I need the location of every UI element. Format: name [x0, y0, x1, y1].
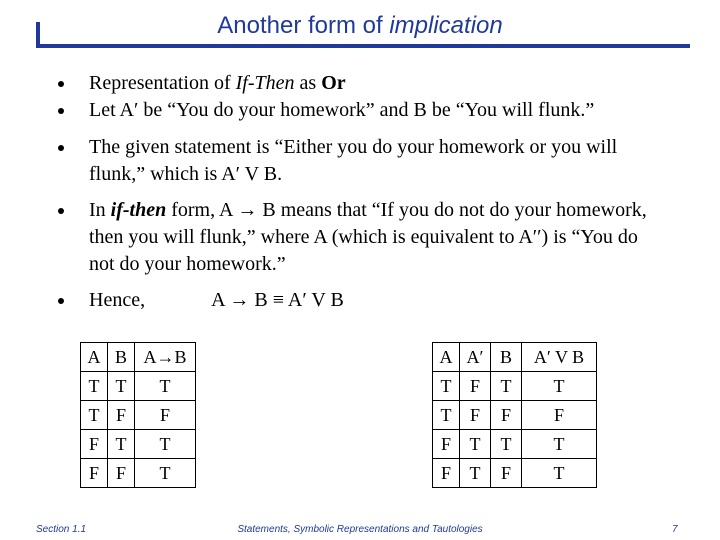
table-header-row [81, 343, 196, 372]
hence-label: Hence, [89, 289, 146, 311]
table-cell: T [108, 372, 135, 401]
footer-section: Section 1.1 [36, 524, 87, 535]
table-cell: F [433, 430, 460, 459]
bullet-let-definitions [58, 97, 698, 124]
bullet-text [89, 134, 659, 188]
table-header-cell: A′ V B [522, 343, 597, 372]
text-run: as [294, 72, 322, 94]
bullet-hence [58, 287, 698, 314]
table-header-cell: A [433, 343, 460, 372]
title-plain: Another form of [217, 12, 390, 39]
table-row [81, 372, 196, 401]
bullet-text [89, 97, 689, 124]
table-header-row [433, 343, 597, 372]
truth-table-disjunction [432, 342, 597, 488]
table-cell: F [81, 459, 108, 488]
table-cell: F [81, 430, 108, 459]
bullet-dot-icon [58, 145, 64, 151]
bullet-text [89, 197, 659, 278]
text-run: The given statement is “Either you do your homework or you will flunk,” which is A′ V B. [89, 136, 618, 185]
table-cell: F [460, 401, 491, 430]
table-cell: T [433, 401, 460, 430]
table-header-cell: A′ [460, 343, 491, 372]
table-cell: T [522, 372, 597, 401]
text-run: if-then [110, 199, 167, 221]
bullet-dot-icon [58, 208, 64, 214]
bullet-text [89, 287, 659, 314]
table-header-cell: B [491, 343, 522, 372]
table-cell: T [108, 430, 135, 459]
bullet-representation [58, 70, 698, 97]
text-run: If-Then [235, 72, 295, 94]
table-cell: T [135, 430, 196, 459]
table-cell: F [108, 401, 135, 430]
table-cell: T [135, 372, 196, 401]
text-run: Representation of [89, 72, 236, 94]
page-number: 7 [672, 524, 678, 535]
table-cell: T [433, 372, 460, 401]
table-cell: F [491, 401, 522, 430]
text-run: Or [321, 72, 346, 94]
table-row [433, 459, 597, 488]
bullet-dot-icon [58, 81, 64, 87]
title-rule [36, 44, 690, 48]
table-cell: T [135, 459, 196, 488]
truth-table-implication [80, 342, 196, 488]
table-row [81, 401, 196, 430]
bullet-text [89, 70, 659, 97]
text-run: In [89, 199, 111, 221]
equivalence-formula: A → B ≡ A′ V B [211, 289, 344, 311]
table-cell: F [433, 459, 460, 488]
title-italic: implication [389, 12, 503, 39]
bullet-dot-icon [58, 298, 64, 304]
table-header-cell: A [81, 343, 108, 372]
table-row [81, 459, 196, 488]
table-header-cell: B [108, 343, 135, 372]
text-run: form, A → B means that “If you do not do your homework, then you will flunk,” where A (which is equivalent to A′′) is “You do not do your homework.” [89, 199, 647, 275]
table-cell: F [135, 401, 196, 430]
table-cell: T [81, 401, 108, 430]
table-cell: T [460, 459, 491, 488]
table-header-cell: A→B [135, 343, 196, 372]
bullet-dot-icon [58, 108, 64, 114]
table-cell: F [460, 372, 491, 401]
table-cell: T [460, 430, 491, 459]
bullet-if-then-form [58, 197, 698, 278]
page-title [0, 12, 720, 40]
table-row [81, 430, 196, 459]
footer-title: Statements, Symbolic Representations and Tautologies [237, 524, 483, 535]
table-row [433, 372, 597, 401]
table-cell: F [108, 459, 135, 488]
table-cell: T [491, 372, 522, 401]
table-cell: T [522, 459, 597, 488]
table-cell: T [491, 430, 522, 459]
table-cell: F [491, 459, 522, 488]
table-cell: T [522, 430, 597, 459]
table-row [433, 401, 597, 430]
bullet-given-statement [58, 134, 698, 188]
table-row [433, 430, 597, 459]
table-cell: F [522, 401, 597, 430]
text-run: Let A′ be “You do your homework” and B be “You will flunk.” [89, 99, 595, 121]
table-cell: T [81, 372, 108, 401]
